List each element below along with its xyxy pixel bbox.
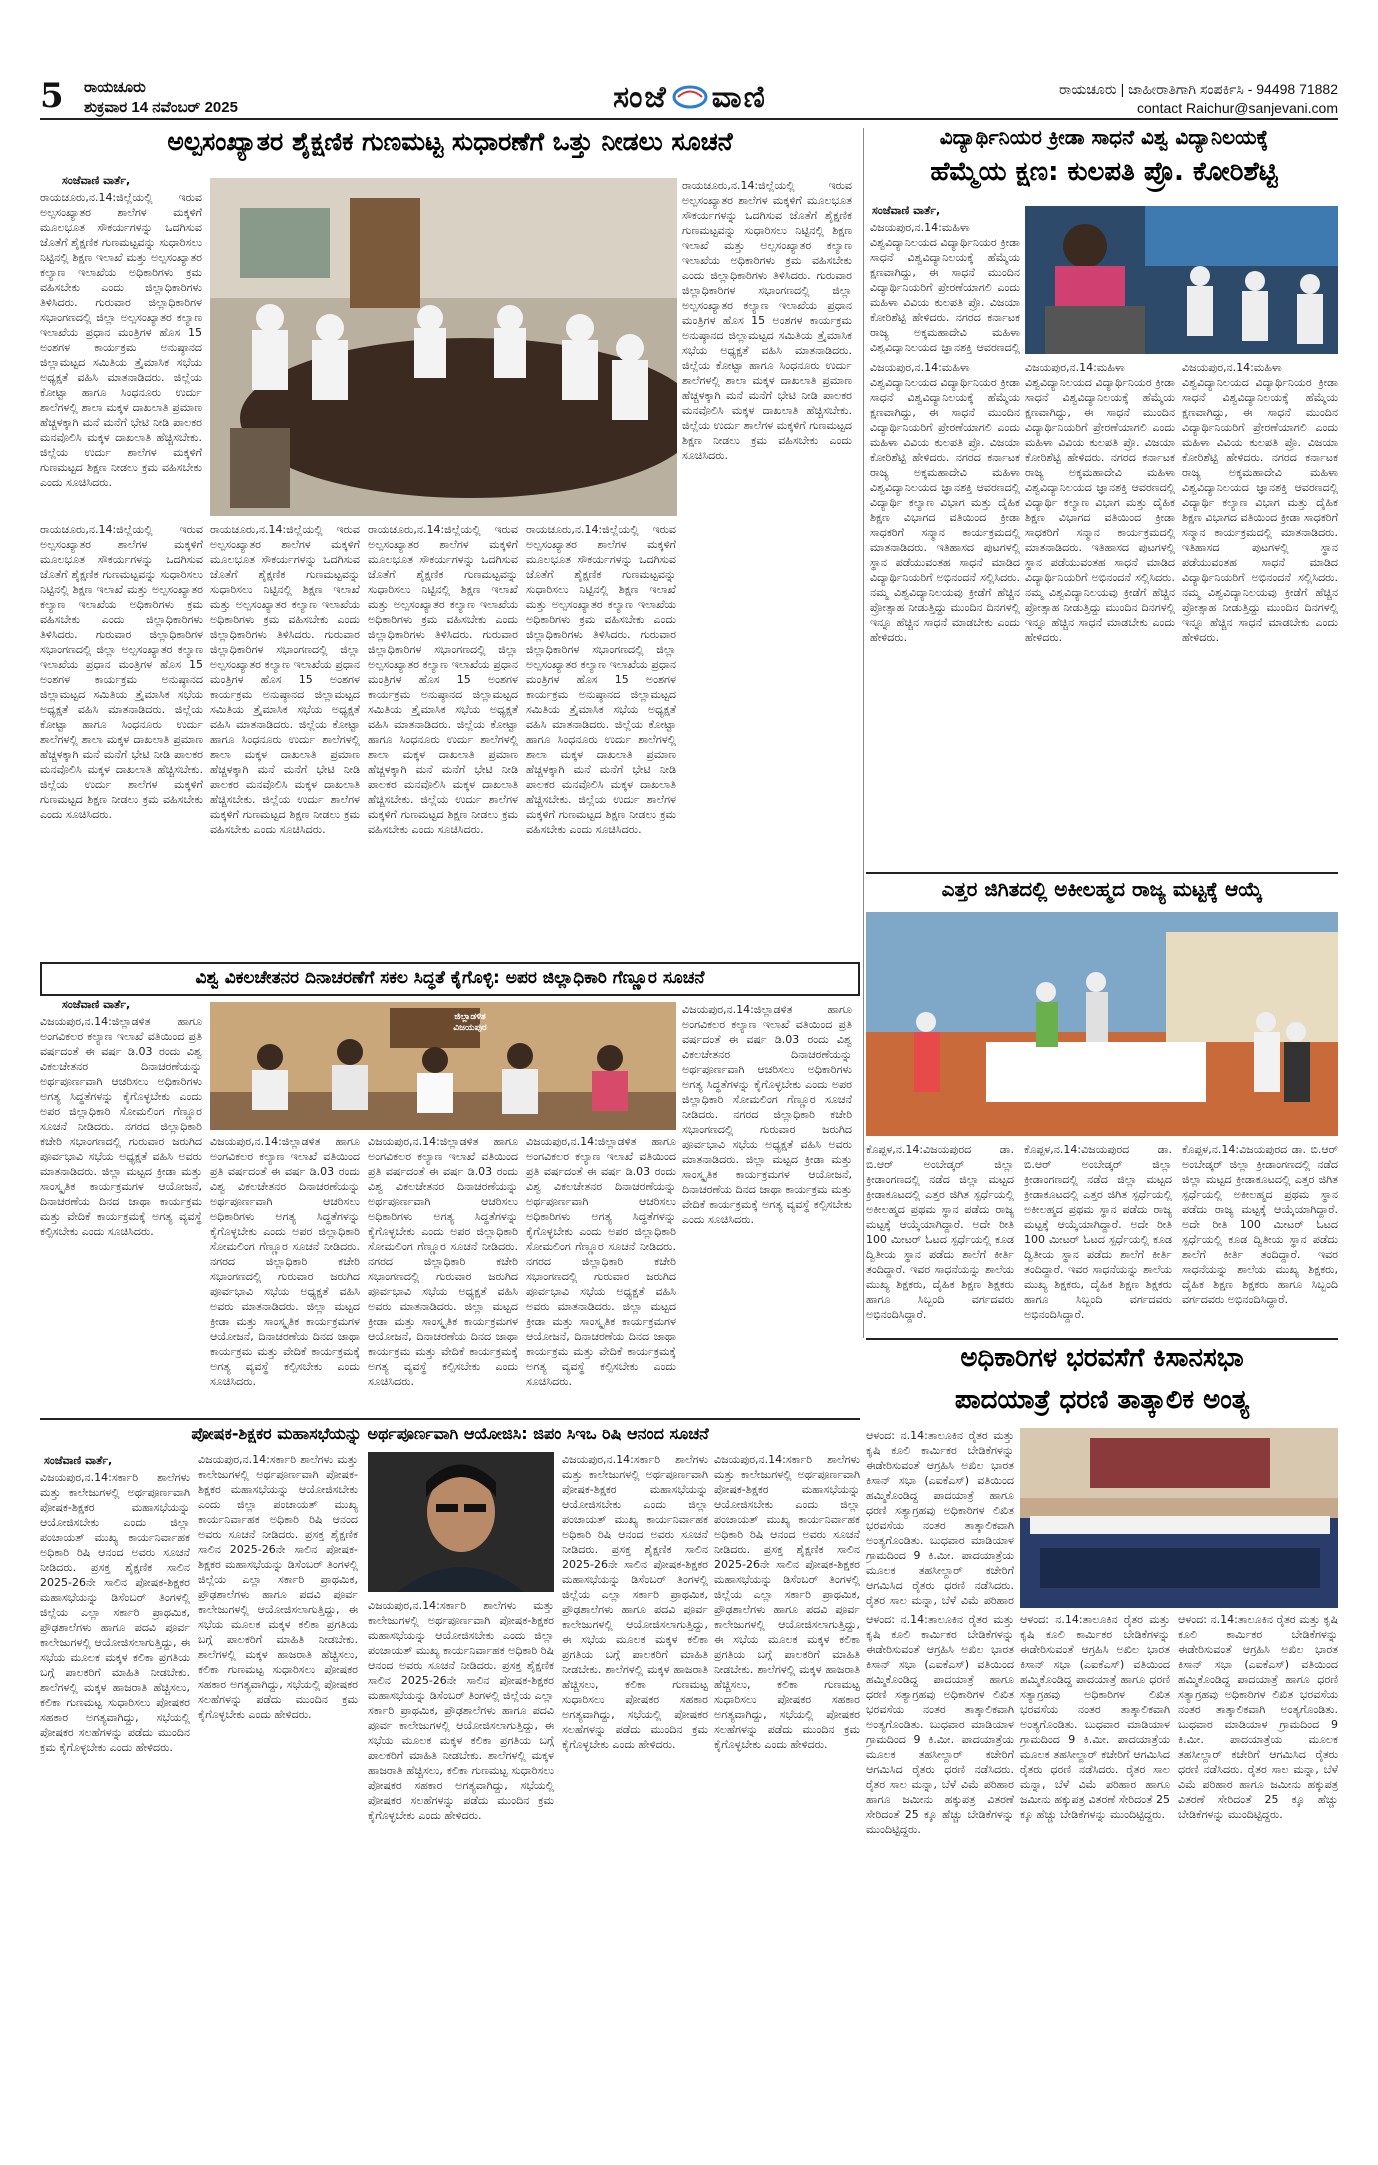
group-photo [1020,1428,1338,1608]
masthead-divider [40,118,1338,120]
ad-contact: ರಾಯಚೂರು | ಜಾಹೀರಾತಿಗಾಗಿ ಸಂಪರ್ಕಿಸಿ - 94498 71882 [1059,81,1338,97]
logo-text-right: ವಾಣಿ [711,79,767,115]
medal-ceremony-photo [866,912,1338,1136]
article-4-body-col3: ವಿಜಯಪುರ,ನ.14:ಜಿಲ್ಲಾಡಳಿತ ಹಾಗೂ ಅಂಗವಿಕಲರ ಕಲ್ಯಾಣ ಇಲಾಖೆ ವತಿಯಿಂದ ಪ್ರತಿ ವರ್ಷದಂತೆ ಈ ವರ್ಷ ಡಿ.03 ರಂದು ವಿಶ್ವ ವಿಕಲಚೇತನರ ದಿನಾಚರಣೆಯನ್ನು ಅರ್ಥಪೂರ್ಣವಾಗಿ ಆಚರಿಸಲು ಅಧಿಕಾರಿಗಳು ಅಗತ್ಯ ಸಿದ್ಧತೆಗಳನ್ನು ಕೈಗೊಳ್ಳಬೇಕು ಎಂದು ಅಪರ ಜಿಲ್ಲಾಧಿಕಾರಿ ಸೋಮಲಿಂಗ ಗೆಣ್ಣೂರ ಸೂಚನೆ ನೀಡಿದರು. ನಗರದ ಜಿಲ್ಲಾಧಿಕಾರಿ ಕಚೇರಿ ಸಭಾಂಗಣದಲ್ಲಿ ಗುರುವಾರ ಜರುಗಿದ ಪೂರ್ವಭಾವಿ ಸಭೆಯ ಅಧ್ಯಕ್ಷತೆ ವಹಿಸಿ ಅವರು ಮಾತನಾಡಿದರು. ಜಿಲ್ಲಾ ಮಟ್ಟದ ಕ್ರೀಡಾ ಮತ್ತು ಸಾಂಸ್ಕೃತಿಕ ಕಾರ್ಯಕ್ರಮಗಳ ಆಯೋಜನೆ, ದಿನಾಚರಣೆಯ ದಿನದ ಜಾಥಾ ಕಾರ್ಯಕ್ರಮ ಮತ್ತು ವೇದಿಕೆ ಕಾರ್ಯಕ್ರಮಕ್ಕೆ ಅಗತ್ಯ ವ್ಯವಸ್ಥೆ ಕಲ್ಪಿಸಬೇಕು ಎಂದು ಸೂಚಿಸಿದರು. [368,1135,518,1388]
page-meta [84,78,238,118]
article-6-body-col1: ವಿಜಯಪುರ,ನ.14:ಸರ್ಕಾರಿ ಶಾಲೆಗಳು ಮತ್ತು ಕಾಲೇಜುಗಳಲ್ಲಿ ಅರ್ಥಪೂರ್ಣವಾಗಿ ಪೋಷಕ-ಶಿಕ್ಷಕರ ಮಹಾಸಭೆಯನ್ನು ಆಯೋಜಿಸಬೇಕು ಎಂದು ಜಿಲ್ಲಾ ಪಂಚಾಯತ್ ಮುಖ್ಯ ಕಾರ್ಯನಿರ್ವಾಹಕ ಅಧಿಕಾರಿ ರಿಷಿ ಆನಂದ ಅವರು ಸೂಚನೆ ನೀಡಿದರು. ಪ್ರಸಕ್ತ ಶೈಕ್ಷಣಿಕ ಸಾಲಿನ 2025-26ನೇ ಸಾಲಿನ ಪೋಷಕ-ಶಿಕ್ಷಕರ ಮಹಾಸಭೆಯನ್ನು ಡಿಸೆಂಬರ್ ತಿಂಗಳಲ್ಲಿ ಜಿಲ್ಲೆಯ ಎಲ್ಲಾ ಸರ್ಕಾರಿ ಪ್ರಾಥಮಿಕ, ಪ್ರೌಢಶಾಲೆಗಳು ಹಾಗೂ ಪದವಿ ಪೂರ್ವ ಕಾಲೇಜುಗಳಲ್ಲಿ ಆಯೋಜಿಸಲಾಗುತ್ತಿದ್ದು, ಈ ಸಭೆಯ ಮೂಲಕ ಮಕ್ಕಳ ಕಲಿಕಾ ಪ್ರಗತಿಯ ಬಗ್ಗೆ ಪಾಲಕರಿಗೆ ಮಾಹಿತಿ ನೀಡಬೇಕು. ಶಾಲೆಗಳಲ್ಲಿ ಮಕ್ಕಳ ಹಾಜರಾತಿ ಹೆಚ್ಚಿಸಲು, ಕಲಿಕಾ ಗುಣಮಟ್ಟ ಸುಧಾರಿಸಲು ಪೋಷಕರ ಸಹಕಾರ ಅಗತ್ಯವಾಗಿದ್ದು, ಸಭೆಯಲ್ಲಿ ಪೋಷಕರ ಸಲಹೆಗಳನ್ನು ಪಡೆದು ಮುಂದಿನ ಕ್ರಮ ಕೈಗೊಳ್ಳಬೇಕು ಎಂದು ಹೇಳಿದರು. [40,1471,190,1754]
article-4-body-col1: ವಿಜಯಪುರ,ನ.14:ಜಿಲ್ಲಾಡಳಿತ ಹಾಗೂ ಅಂಗವಿಕಲರ ಕಲ್ಯಾಣ ಇಲಾಖೆ ವತಿಯಿಂದ ಪ್ರತಿ ವರ್ಷದಂತೆ ಈ ವರ್ಷ ಡಿ.03 ರಂದು ವಿಶ್ವ ವಿಕಲಚೇತನರ ದಿನಾಚರಣೆಯನ್ನು ಅರ್ಥಪೂರ್ಣವಾಗಿ ಆಚರಿಸಲು ಅಧಿಕಾರಿಗಳು ಅಗತ್ಯ ಸಿದ್ಧತೆಗಳನ್ನು ಕೈಗೊಳ್ಳಬೇಕು ಎಂದು ಅಪರ ಜಿಲ್ಲಾಧಿಕಾರಿ ಸೋಮಲಿಂಗ ಗೆಣ್ಣೂರ ಸೂಚನೆ ನೀಡಿದರು. ನಗರದ ಜಿಲ್ಲಾಧಿಕಾರಿ ಕಚೇರಿ ಸಭಾಂಗಣದಲ್ಲಿ ಗುರುವಾರ ಜರುಗಿದ ಪೂರ್ವಭಾವಿ ಸಭೆಯ ಅಧ್ಯಕ್ಷತೆ ವಹಿಸಿ ಅವರು ಮಾತನಾಡಿದರು. ಜಿಲ್ಲಾ ಮಟ್ಟದ ಕ್ರೀಡಾ ಮತ್ತು ಸಾಂಸ್ಕೃತಿಕ ಕಾರ್ಯಕ್ರಮಗಳ ಆಯೋಜನೆ, ದಿನಾಚರಣೆಯ ದಿನದ ಜಾಥಾ ಕಾರ್ಯಕ್ರಮ ಮತ್ತು ವೇದಿಕೆ ಕಾರ್ಯಕ್ರಮಕ್ಕೆ ಅಗತ್ಯ ವ್ಯವಸ್ಥೆ ಕಲ್ಪಿಸಬೇಕು ಎಂದು ಸೂಚಿಸಿದರು. [40,1015,202,1238]
article-3-body-col3: ಕೊಪ್ಪಳ,ನ.14:ವಿಜಯಪುರದ ಡಾ. ಬಿ.ಆರ್ ಅಂಬೇಡ್ಕರ್ ಜಿಲ್ಲಾ ಕ್ರೀಡಾಂಗಣದಲ್ಲಿ ನಡೆದ ಜಿಲ್ಲಾ ಮಟ್ಟದ ಕ್ರೀಡಾಕೂಟದಲ್ಲಿ ಎತ್ತರ ಜಿಗಿತ ಸ್ಪರ್ಧೆಯಲ್ಲಿ ಅಕೀಲಹ್ಮದ ಪ್ರಥಮ ಸ್ಥಾನ ಪಡೆದು ರಾಜ್ಯ ಮಟ್ಟಕ್ಕೆ ಆಯ್ಕೆಯಾಗಿದ್ದಾರೆ. ಅದೇ ರೀತಿ 100 ಮೀಟರ್ ಓಟದ ಸ್ಪರ್ಧೆಯಲ್ಲಿ ಕೂಡ ದ್ವಿತೀಯ ಸ್ಥಾನ ಪಡೆದು ಶಾಲೆಗೆ ಕೀರ್ತಿ ತಂದಿದ್ದಾರೆ. ಇವರ ಸಾಧನೆಯನ್ನು ಶಾಲೆಯ ಮುಖ್ಯ ಶಿಕ್ಷಕರು, ದೈಹಿಕ ಶಿಕ್ಷಣ ಶಿಕ್ಷಕರು ಹಾಗೂ ಸಿಬ್ಬಂದಿ ವರ್ಗದವರು ಅಭಿನಂದಿಸಿದ್ದಾರೆ. [1182,1143,1338,1306]
article-1-headline: ಅಲ್ಪಸಂಖ್ಯಾತರ ಶೈಕ್ಷಣಿಕ ಗುಣಮಟ್ಟ ಸುಧಾರಣೆಗೆ ಒತ್ತು ನೀಡಲು ಸೂಚನೆ [167,128,733,156]
article-2-body-col2: ವಿಜಯಪುರ,ನ.14:ಮಹಿಳಾ ವಿಶ್ವವಿದ್ಯಾನಿಲಯದ ವಿದ್ಯಾರ್ಥಿನಿಯರ ಕ್ರೀಡಾ ಸಾಧನೆ ವಿಶ್ವವಿದ್ಯಾನಿಲಯಕ್ಕೆ ಹೆಮ್ಮೆಯ ಕ್ಷಣವಾಗಿದ್ದು, ಈ ಸಾಧನೆ ಮುಂದಿನ ವಿದ್ಯಾರ್ಥಿನಿಯರಿಗೆ ಪ್ರೇರಣೆಯಾಗಲಿ ಎಂದು ಮಹಿಳಾ ವಿವಿಯ ಕುಲಪತಿ ಪ್ರೊ. ವಿಜಯಾ ಕೋರಿಶೆಟ್ಟಿ ಹೇಳಿದರು. ನಗರದ ಕರ್ನಾಟಕ ರಾಜ್ಯ ಅಕ್ಕಮಹಾದೇವಿ ಮಹಿಳಾ ವಿಶ್ವವಿದ್ಯಾನಿಲಯದ ಜ್ಞಾನಶಕ್ತಿ ಆವರಣದಲ್ಲಿ ವಿದ್ಯಾರ್ಥಿ ಕಲ್ಯಾಣ ವಿಭಾಗ ಮತ್ತು ದೈಹಿಕ ಶಿಕ್ಷಣ ವಿಭಾಗದ ವತಿಯಿಂದ ಕ್ರೀಡಾ ಸಾಧಕರಿಗೆ ಸನ್ಮಾನ ಕಾರ್ಯಕ್ರಮದಲ್ಲಿ ಮಾತನಾಡಿದರು. ಇತಿಹಾಸದ ಪುಟಗಳಲ್ಲಿ ಸ್ಥಾನ ಪಡೆಯುವಂತಹ ಸಾಧನೆ ಮಾಡಿದ ವಿದ್ಯಾರ್ಥಿನಿಯರಿಗೆ ಅಭಿನಂದನೆ ಸಲ್ಲಿಸಿದರು. ನಮ್ಮ ವಿಶ್ವವಿದ್ಯಾನಿಲಯವು ಕ್ರೀಡೆಗೆ ಹೆಚ್ಚಿನ ಪ್ರೋತ್ಸಾಹ ನೀಡುತ್ತಿದ್ದು ಮುಂದಿನ ದಿನಗಳಲ್ಲಿ ಇನ್ನೂ ಹೆಚ್ಚಿನ ಸಾಧನೆ ಮಾಡಬೇಕು ಎಂದು ಹೇಳಿದರು. [1025,361,1175,644]
article-6-body-col3: ವಿಜಯಪುರ,ನ.14:ಸರ್ಕಾರಿ ಶಾಲೆಗಳು ಮತ್ತು ಕಾಲೇಜುಗಳಲ್ಲಿ ಅರ್ಥಪೂರ್ಣವಾಗಿ ಪೋಷಕ-ಶಿಕ್ಷಕರ ಮಹಾಸಭೆಯನ್ನು ಆಯೋಜಿಸಬೇಕು ಎಂದು ಜಿಲ್ಲಾ ಪಂಚಾಯತ್ ಮುಖ್ಯ ಕಾರ್ಯನಿರ್ವಾಹಕ ಅಧಿಕಾರಿ ರಿಷಿ ಆನಂದ ಅವರು ಸೂಚನೆ ನೀಡಿದರು. ಪ್ರಸಕ್ತ ಶೈಕ್ಷಣಿಕ ಸಾಲಿನ 2025-26ನೇ ಸಾಲಿನ ಪೋಷಕ-ಶಿಕ್ಷಕರ ಮಹಾಸಭೆಯನ್ನು ಡಿಸೆಂಬರ್ ತಿಂಗಳಲ್ಲಿ ಜಿಲ್ಲೆಯ ಎಲ್ಲಾ ಸರ್ಕಾರಿ ಪ್ರಾಥಮಿಕ, ಪ್ರೌಢಶಾಲೆಗಳು ಹಾಗೂ ಪದವಿ ಪೂರ್ವ ಕಾಲೇಜುಗಳಲ್ಲಿ ಆಯೋಜಿಸಲಾಗುತ್ತಿದ್ದು, ಈ ಸಭೆಯ ಮೂಲಕ ಮಕ್ಕಳ ಕಲಿಕಾ ಪ್ರಗತಿಯ ಬಗ್ಗೆ ಪಾಲಕರಿಗೆ ಮಾಹಿತಿ ನೀಡಬೇಕು. ಶಾಲೆಗಳಲ್ಲಿ ಮಕ್ಕಳ ಹಾಜರಾತಿ ಹೆಚ್ಚಿಸಲು, ಕಲಿಕಾ ಗುಣಮಟ್ಟ ಸುಧಾರಿಸಲು ಪೋಷಕರ ಸಹಕಾರ ಅಗತ್ಯವಾಗಿದ್ದು, ಸಭೆಯಲ್ಲಿ ಪೋಷಕರ ಸಲಹೆಗಳನ್ನು ಪಡೆದು ಮುಂದಿನ ಕ್ರಮ ಕೈಗೊಳ್ಳಬೇಕು ಎಂದು ಹೇಳಿದರು. [368,1599,554,1822]
article-4-headline: ವಿಶ್ವ ವಿಕಲಚೇತನರ ದಿನಾಚರಣೆಗೆ ಸಕಲ ಸಿದ್ಧತೆ ಕೈಗೊಳ್ಳಿ: ಅಪರ ಜಿಲ್ಲಾಧಿಕಾರಿ ಗೆಣ್ಣೂರ ಸೂಚನೆ [40,962,860,996]
article-6-headline: ಪೋಷಕ-ಶಿಕ್ಷಕರ ಮಹಾಸಭೆಯನ್ನು ಅರ್ಥಪೂರ್ಣವಾಗಿ ಆಯೋಜಿಸಿ: ಜಿಪಂ ಸಿಇಒ ರಿಷಿ ಆನಂದ ಸೂಚನೆ [191,1424,709,1443]
contact-block [1059,80,1338,118]
logo-text-left: ಸಂಜೆ [613,79,668,115]
article-1-body-col1: ರಾಯಚೂರು,ನ.14:ಜಿಲ್ಲೆಯಲ್ಲಿ ಇರುವ ಅಲ್ಪಸಂಖ್ಯಾತರ ಶಾಲೆಗಳ ಮಕ್ಕಳಿಗೆ ಮೂಲಭೂತ ಸೌಕರ್ಯಗಳನ್ನು ಒದಗಿಸುವ ಜೊತೆಗೆ ಶೈಕ್ಷಣಿಕ ಗುಣಮಟ್ಟವನ್ನು ಸುಧಾರಿಸಲು ನಿಟ್ಟಿನಲ್ಲಿ ಶಿಕ್ಷಣ ಇಲಾಖೆ ಮತ್ತು ಅಲ್ಪಸಂಖ್ಯಾತರ ಕಲ್ಯಾಣ ಇಲಾಖೆಯ ಅಧಿಕಾರಿಗಳು ಕ್ರಮ ವಹಿಸಬೇಕು ಎಂದು ಜಿಲ್ಲಾಧಿಕಾರಿಗಳು ತಿಳಿಸಿದರು. ಗುರುವಾರ ಜಿಲ್ಲಾಧಿಕಾರಿಗಳ ಸಭಾಂಗಣದಲ್ಲಿ ಜಿಲ್ಲಾ ಅಲ್ಪಸಂಖ್ಯಾತರ ಕಲ್ಯಾಣ ಇಲಾಖೆಯ ಪ್ರಧಾನ ಮಂತ್ರಿಗಳ ಹೊಸ 15 ಅಂಶಗಳ ಕಾರ್ಯಕ್ರಮ ಅನುಷ್ಠಾನದ ಜಿಲ್ಲಾಮಟ್ಟದ ಸಮಿತಿಯ ತ್ರೈಮಾಸಿಕ ಸಭೆಯ ಅಧ್ಯಕ್ಷತೆ ವಹಿಸಿ ಮಾತನಾಡಿದರು. ಜಿಲ್ಲೆಯ ಕೋಟ್ಟಾ ಹಾಗೂ ಸಿಂಧನೂರು ಉರ್ದು ಶಾಲೆಗಳಲ್ಲಿ ಶಾಲಾ ಮಕ್ಕಳ ದಾಖಲಾತಿ ಪ್ರಮಾಣ ಹೆಚ್ಚಳಕ್ಕಾಗಿ ಮನೆ ಮನೆಗೆ ಭೇಟಿ ನೀಡಿ ಪಾಲಕರ ಮನವೊಲಿಸಿ ಮಕ್ಕಳ ದಾಖಲಾತಿ ಹೆಚ್ಚಿಸಬೇಕು. ಜಿಲ್ಲೆಯ ಉರ್ದು ಶಾಲೆಗಳ ಮಕ್ಕಳಿಗೆ ಗುಣಮಟ್ಟದ ಶಿಕ್ಷಣ ನೀಡಲು ಕ್ರಮ ವಹಿಸಬೇಕು ಎಂದು ಸೂಚಿಸಿದರು. [40,191,202,489]
article-3-body-col2: ಕೊಪ್ಪಳ,ನ.14:ವಿಜಯಪುರದ ಡಾ. ಬಿ.ಆರ್ ಅಂಬೇಡ್ಕರ್ ಜಿಲ್ಲಾ ಕ್ರೀಡಾಂಗಣದಲ್ಲಿ ನಡೆದ ಜಿಲ್ಲಾ ಮಟ್ಟದ ಕ್ರೀಡಾಕೂಟದಲ್ಲಿ ಎತ್ತರ ಜಿಗಿತ ಸ್ಪರ್ಧೆಯಲ್ಲಿ ಅಕೀಲಹ್ಮದ ಪ್ರಥಮ ಸ್ಥಾನ ಪಡೆದು ರಾಜ್ಯ ಮಟ್ಟಕ್ಕೆ ಆಯ್ಕೆಯಾಗಿದ್ದಾರೆ. ಅದೇ ರೀತಿ 100 ಮೀಟರ್ ಓಟದ ಸ್ಪರ್ಧೆಯಲ್ಲಿ ಕೂಡ ದ್ವಿತೀಯ ಸ್ಥಾನ ಪಡೆದು ಶಾಲೆಗೆ ಕೀರ್ತಿ ತಂದಿದ್ದಾರೆ. ಇವರ ಸಾಧನೆಯನ್ನು ಶಾಲೆಯ ಮುಖ್ಯ ಶಿಕ್ಷಕರು, ದೈಹಿಕ ಶಿಕ್ಷಣ ಶಿಕ್ಷಕರು ಹಾಗೂ ಸಿಬ್ಬಂದಿ ವರ್ಗದವರು ಅಭಿನಂದಿಸಿದ್ದಾರೆ. [1024,1143,1172,1321]
page-number: 5 [40,76,64,116]
newspaper-logo [590,78,790,116]
article-4-body-col5: ವಿಜಯಪುರ,ನ.14:ಜಿಲ್ಲಾಡಳಿತ ಹಾಗೂ ಅಂಗವಿಕಲರ ಕಲ್ಯಾಣ ಇಲಾಖೆ ವತಿಯಿಂದ ಪ್ರತಿ ವರ್ಷದಂತೆ ಈ ವರ್ಷ ಡಿ.03 ರಂದು ವಿಶ್ವ ವಿಕಲಚೇತನರ ದಿನಾಚರಣೆಯನ್ನು ಅರ್ಥಪೂರ್ಣವಾಗಿ ಆಚರಿಸಲು ಅಧಿಕಾರಿಗಳು ಅಗತ್ಯ ಸಿದ್ಧತೆಗಳನ್ನು ಕೈಗೊಳ್ಳಬೇಕು ಎಂದು ಅಪರ ಜಿಲ್ಲಾಧಿಕಾರಿ ಸೋಮಲಿಂಗ ಗೆಣ್ಣೂರ ಸೂಚನೆ ನೀಡಿದರು. ನಗರದ ಜಿಲ್ಲಾಧಿಕಾರಿ ಕಚೇರಿ ಸಭಾಂಗಣದಲ್ಲಿ ಗುರುವಾರ ಜರುಗಿದ ಪೂರ್ವಭಾವಿ ಸಭೆಯ ಅಧ್ಯಕ್ಷತೆ ವಹಿಸಿ ಅವರು ಮಾತನಾಡಿದರು. ಜಿಲ್ಲಾ ಮಟ್ಟದ ಕ್ರೀಡಾ ಮತ್ತು ಸಾಂಸ್ಕೃತಿಕ ಕಾರ್ಯಕ್ರಮಗಳ ಆಯೋಜನೆ, ದಿನಾಚರಣೆಯ ದಿನದ ಜಾಥಾ ಕಾರ್ಯಕ್ರಮ ಮತ್ತು ವೇದಿಕೆ ಕಾರ್ಯಕ್ರಮಕ್ಕೆ ಅಗತ್ಯ ವ್ಯವಸ್ಥೆ ಕಲ್ಪಿಸಬೇಕು ಎಂದು ಸೂಚಿಸಿದರು. [682,1003,852,1226]
article-1-body-col1b: ರಾಯಚೂರು,ನ.14:ಜಿಲ್ಲೆಯಲ್ಲಿ ಇರುವ ಅಲ್ಪಸಂಖ್ಯಾತರ ಶಾಲೆಗಳ ಮಕ್ಕಳಿಗೆ ಮೂಲಭೂತ ಸೌಕರ್ಯಗಳನ್ನು ಒದಗಿಸುವ ಜೊತೆಗೆ ಶೈಕ್ಷಣಿಕ ಗುಣಮಟ್ಟವನ್ನು ಸುಧಾರಿಸಲು ನಿಟ್ಟಿನಲ್ಲಿ ಶಿಕ್ಷಣ ಇಲಾಖೆ ಮತ್ತು ಅಲ್ಪಸಂಖ್ಯಾತರ ಕಲ್ಯಾಣ ಇಲಾಖೆಯ ಅಧಿಕಾರಿಗಳು ಕ್ರಮ ವಹಿಸಬೇಕು ಎಂದು ಜಿಲ್ಲಾಧಿಕಾರಿಗಳು ತಿಳಿಸಿದರು. ಗುರುವಾರ ಜಿಲ್ಲಾಧಿಕಾರಿಗಳ ಸಭಾಂಗಣದಲ್ಲಿ ಜಿಲ್ಲಾ ಅಲ್ಪಸಂಖ್ಯಾತರ ಕಲ್ಯಾಣ ಇಲಾಖೆಯ ಪ್ರಧಾನ ಮಂತ್ರಿಗಳ ಹೊಸ 15 ಅಂಶಗಳ ಕಾರ್ಯಕ್ರಮ ಅನುಷ್ಠಾನದ ಜಿಲ್ಲಾಮಟ್ಟದ ಸಮಿತಿಯ ತ್ರೈಮಾಸಿಕ ಸಭೆಯ ಅಧ್ಯಕ್ಷತೆ ವಹಿಸಿ ಮಾತನಾಡಿದರು. ಜಿಲ್ಲೆಯ ಕೋಟ್ಟಾ ಹಾಗೂ ಸಿಂಧನೂರು ಉರ್ದು ಶಾಲೆಗಳಲ್ಲಿ ಶಾಲಾ ಮಕ್ಕಳ ದಾಖಲಾತಿ ಪ್ರಮಾಣ ಹೆಚ್ಚಳಕ್ಕಾಗಿ ಮನೆ ಮನೆಗೆ ಭೇಟಿ ನೀಡಿ ಪಾಲಕರ ಮನವೊಲಿಸಿ ಮಕ್ಕಳ ದಾಖಲಾತಿ ಹೆಚ್ಚಿಸಬೇಕು. ಜಿಲ್ಲೆಯ ಉರ್ದು ಶಾಲೆಗಳ ಮಕ್ಕಳಿಗೆ ಗುಣಮಟ್ಟದ ಶಿಕ್ಷಣ ನೀಡಲು ಕ್ರಮ ವಹಿಸಬೇಕು ಎಂದು ಸೂಚಿಸಿದರು. [40,523,203,821]
officials-photo-sign: ಜಿಲ್ಲಾಡಳಿತ ವಿಜಯಪುರ [453,1012,487,1033]
article-1-body-col2: ರಾಯಚೂರು,ನ.14:ಜಿಲ್ಲೆಯಲ್ಲಿ ಇರುವ ಅಲ್ಪಸಂಖ್ಯಾತರ ಶಾಲೆಗಳ ಮಕ್ಕಳಿಗೆ ಮೂಲಭೂತ ಸೌಕರ್ಯಗಳನ್ನು ಒದಗಿಸುವ ಜೊತೆಗೆ ಶೈಕ್ಷಣಿಕ ಗುಣಮಟ್ಟವನ್ನು ಸುಧಾರಿಸಲು ನಿಟ್ಟಿನಲ್ಲಿ ಶಿಕ್ಷಣ ಇಲಾಖೆ ಮತ್ತು ಅಲ್ಪಸಂಖ್ಯಾತರ ಕಲ್ಯಾಣ ಇಲಾಖೆಯ ಅಧಿಕಾರಿಗಳು ಕ್ರಮ ವಹಿಸಬೇಕು ಎಂದು ಜಿಲ್ಲಾಧಿಕಾರಿಗಳು ತಿಳಿಸಿದರು. ಗುರುವಾರ ಜಿಲ್ಲಾಧಿಕಾರಿಗಳ ಸಭಾಂಗಣದಲ್ಲಿ ಜಿಲ್ಲಾ ಅಲ್ಪಸಂಖ್ಯಾತರ ಕಲ್ಯಾಣ ಇಲಾಖೆಯ ಪ್ರಧಾನ ಮಂತ್ರಿಗಳ ಹೊಸ 15 ಅಂಶಗಳ ಕಾರ್ಯಕ್ರಮ ಅನುಷ್ಠಾನದ ಜಿಲ್ಲಾಮಟ್ಟದ ಸಮಿತಿಯ ತ್ರೈಮಾಸಿಕ ಸಭೆಯ ಅಧ್ಯಕ್ಷತೆ ವಹಿಸಿ ಮಾತನಾಡಿದರು. ಜಿಲ್ಲೆಯ ಕೋಟ್ಟಾ ಹಾಗೂ ಸಿಂಧನೂರು ಉರ್ದು ಶಾಲೆಗಳಲ್ಲಿ ಶಾಲಾ ಮಕ್ಕಳ ದಾಖಲಾತಿ ಪ್ರಮಾಣ ಹೆಚ್ಚಳಕ್ಕಾಗಿ ಮನೆ ಮನೆಗೆ ಭೇಟಿ ನೀಡಿ ಪಾಲಕರ ಮನವೊಲಿಸಿ ಮಕ್ಕಳ ದಾಖಲಾತಿ ಹೆಚ್ಚಿಸಬೇಕು. ಜಿಲ್ಲೆಯ ಉರ್ದು ಶಾಲೆಗಳ ಮಕ್ಕಳಿಗೆ ಗುಣಮಟ್ಟದ ಶಿಕ್ಷಣ ನೀಡಲು ಕ್ರಮ ವಹಿಸಬೇಕು ಎಂದು ಸೂಚಿಸಿದರು. [210,523,360,836]
article-3-body-col1: ಕೊಪ್ಪಳ,ನ.14:ವಿಜಯಪುರದ ಡಾ. ಬಿ.ಆರ್ ಅಂಬೇಡ್ಕರ್ ಜಿಲ್ಲಾ ಕ್ರೀಡಾಂಗಣದಲ್ಲಿ ನಡೆದ ಜಿಲ್ಲಾ ಮಟ್ಟದ ಕ್ರೀಡಾಕೂಟದಲ್ಲಿ ಎತ್ತರ ಜಿಗಿತ ಸ್ಪರ್ಧೆಯಲ್ಲಿ ಅಕೀಲಹ್ಮದ ಪ್ರಥಮ ಸ್ಥಾನ ಪಡೆದು ರಾಜ್ಯ ಮಟ್ಟಕ್ಕೆ ಆಯ್ಕೆಯಾಗಿದ್ದಾರೆ. ಅದೇ ರೀತಿ 100 ಮೀಟರ್ ಓಟದ ಸ್ಪರ್ಧೆಯಲ್ಲಿ ಕೂಡ ದ್ವಿತೀಯ ಸ್ಥಾನ ಪಡೆದು ಶಾಲೆಗೆ ಕೀರ್ತಿ ತಂದಿದ್ದಾರೆ. ಇವರ ಸಾಧನೆಯನ್ನು ಶಾಲೆಯ ಮುಖ್ಯ ಶಿಕ್ಷಕರು, ದೈಹಿಕ ಶಿಕ್ಷಣ ಶಿಕ್ಷಕರು ಹಾಗೂ ಸಿಬ್ಬಂದಿ ವರ್ಗದವರು ಅಭಿನಂದಿಸಿದ್ದಾರೆ. [866,1143,1014,1321]
article-6-body-col5: ವಿಜಯಪುರ,ನ.14:ಸರ್ಕಾರಿ ಶಾಲೆಗಳು ಮತ್ತು ಕಾಲೇಜುಗಳಲ್ಲಿ ಅರ್ಥಪೂರ್ಣವಾಗಿ ಪೋಷಕ-ಶಿಕ್ಷಕರ ಮಹಾಸಭೆಯನ್ನು ಆಯೋಜಿಸಬೇಕು ಎಂದು ಜಿಲ್ಲಾ ಪಂಚಾಯತ್ ಮುಖ್ಯ ಕಾರ್ಯನಿರ್ವಾಹಕ ಅಧಿಕಾರಿ ರಿಷಿ ಆನಂದ ಅವರು ಸೂಚನೆ ನೀಡಿದರು. ಪ್ರಸಕ್ತ ಶೈಕ್ಷಣಿಕ ಸಾಲಿನ 2025-26ನೇ ಸಾಲಿನ ಪೋಷಕ-ಶಿಕ್ಷಕರ ಮಹಾಸಭೆಯನ್ನು ಡಿಸೆಂಬರ್ ತಿಂಗಳಲ್ಲಿ ಜಿಲ್ಲೆಯ ಎಲ್ಲಾ ಸರ್ಕಾರಿ ಪ್ರಾಥಮಿಕ, ಪ್ರೌಢಶಾಲೆಗಳು ಹಾಗೂ ಪದವಿ ಪೂರ್ವ ಕಾಲೇಜುಗಳಲ್ಲಿ ಆಯೋಜಿಸಲಾಗುತ್ತಿದ್ದು, ಈ ಸಭೆಯ ಮೂಲಕ ಮಕ್ಕಳ ಕಲಿಕಾ ಪ್ರಗತಿಯ ಬಗ್ಗೆ ಪಾಲಕರಿಗೆ ಮಾಹಿತಿ ನೀಡಬೇಕು. ಶಾಲೆಗಳಲ್ಲಿ ಮಕ್ಕಳ ಹಾಜರಾತಿ ಹೆಚ್ಚಿಸಲು, ಕಲಿಕಾ ಗುಣಮಟ್ಟ ಸುಧಾರಿಸಲು ಪೋಷಕರ ಸಹಕಾರ ಅಗತ್ಯವಾಗಿದ್ದು, ಸಭೆಯಲ್ಲಿ ಪೋಷಕರ ಸಲಹೆಗಳನ್ನು ಪಡೆದು ಮುಂದಿನ ಕ್ರಮ ಕೈಗೊಳ್ಳಬೇಕು ಎಂದು ಹೇಳಿದರು. [714,1453,860,1751]
article-4-body-col2: ವಿಜಯಪುರ,ನ.14:ಜಿಲ್ಲಾಡಳಿತ ಹಾಗೂ ಅಂಗವಿಕಲರ ಕಲ್ಯಾಣ ಇಲಾಖೆ ವತಿಯಿಂದ ಪ್ರತಿ ವರ್ಷದಂತೆ ಈ ವರ್ಷ ಡಿ.03 ರಂದು ವಿಶ್ವ ವಿಕಲಚೇತನರ ದಿನಾಚರಣೆಯನ್ನು ಅರ್ಥಪೂರ್ಣವಾಗಿ ಆಚರಿಸಲು ಅಧಿಕಾರಿಗಳು ಅಗತ್ಯ ಸಿದ್ಧತೆಗಳನ್ನು ಕೈಗೊಳ್ಳಬೇಕು ಎಂದು ಅಪರ ಜಿಲ್ಲಾಧಿಕಾರಿ ಸೋಮಲಿಂಗ ಗೆಣ್ಣೂರ ಸೂಚನೆ ನೀಡಿದರು. ನಗರದ ಜಿಲ್ಲಾಧಿಕಾರಿ ಕಚೇರಿ ಸಭಾಂಗಣದಲ್ಲಿ ಗುರುವಾರ ಜರುಗಿದ ಪೂರ್ವಭಾವಿ ಸಭೆಯ ಅಧ್ಯಕ್ಷತೆ ವಹಿಸಿ ಅವರು ಮಾತನಾಡಿದರು. ಜಿಲ್ಲಾ ಮಟ್ಟದ ಕ್ರೀಡಾ ಮತ್ತು ಸಾಂಸ್ಕೃತಿಕ ಕಾರ್ಯಕ್ರಮಗಳ ಆಯೋಜನೆ, ದಿನಾಚರಣೆಯ ದಿನದ ಜಾಥಾ ಕಾರ್ಯಕ್ರಮ ಮತ್ತು ವೇದಿಕೆ ಕಾರ್ಯಕ್ರಮಕ್ಕೆ ಅಗತ್ಯ ವ್ಯವಸ್ಥೆ ಕಲ್ಪಿಸಬೇಕು ಎಂದು ಸೂಚಿಸಿದರು. [210,1135,360,1388]
portrait-photo [368,1452,554,1592]
article-5-headline-line1: ಅಧಿಕಾರಿಗಳ ಭರವಸೆಗೆ ಕಿಸಾನಸಭಾ [960,1343,1244,1373]
contact-email[interactable]: contact Raichur@sanjevani.com [1137,100,1338,116]
article-6-byline: ಸಂಜೆವಾಣಿ ವಾರ್ತೆ, [44,1454,113,1467]
article-5-body-col2: ಆಳಂದ: ನ.14:ತಾಲೂಕಿನ ರೈತರ ಮತ್ತು ಕೃಷಿ ಕೂಲಿ ಕಾರ್ಮಿಕರ ಬೇಡಿಕೆಗಳನ್ನು ಈಡೇರಿಸುವಂತೆ ಆಗ್ರಹಿಸಿ ಅಖಿಲ ಭಾರತ ಕಿಸಾನ್ ಸಭಾ (ಎಐಕೆಎಸ್) ವತಿಯಿಂದ ಹಮ್ಮಿಕೊಂಡಿದ್ದ ಪಾದಯಾತ್ರೆ ಹಾಗೂ ಧರಣಿ ಸತ್ಯಾಗ್ರಹವು ಅಧಿಕಾರಿಗಳ ಲಿಖಿತ ಭರವಸೆಯ ನಂತರ ತಾತ್ಕಾಲಿಕವಾಗಿ ಅಂತ್ಯಗೊಂಡಿತು. ಬುಧವಾರ ಮಾಡಿಯಾಳ ಗ್ರಾಮದಿಂದ 9 ಕಿ.ಮೀ. ಪಾದಯಾತ್ರೆಯ ಮೂಲಕ ತಹಸೀಲ್ದಾರ್ ಕಚೇರಿಗೆ ಆಗಮಿಸಿದ ರೈತರು ಧರಣಿ ನಡೆಸಿದರು. ರೈತರ ಸಾಲ ಮನ್ನಾ, ಬೆಳೆ ವಿಮೆ ಪರಿಹಾರ ಹಾಗೂ ಜಮೀನು ಹಕ್ಕುಪತ್ರ ವಿತರಣೆ ಸೇರಿದಂತೆ 25 ಕ್ಕೂ ಹೆಚ್ಚು ಬೇಡಿಕೆಗಳನ್ನು ಮುಂದಿಟ್ಟಿದ್ದರು. [1020,1613,1170,1821]
article-5-headline-line2: ಪಾದಯಾತ್ರೆ ಧರಣಿ ತಾತ್ಕಾಲಿಕ ಅಂತ್ಯ [954,1385,1250,1415]
article-2-headline-line2: ಹೆಮ್ಮೆಯ ಕ್ಷಣ: ಕುಲಪತಿ ಪ್ರೊ. ಕೋರಿಶೆಟ್ಟಿ [930,158,1278,187]
article-4-body-col4: ವಿಜಯಪುರ,ನ.14:ಜಿಲ್ಲಾಡಳಿತ ಹಾಗೂ ಅಂಗವಿಕಲರ ಕಲ್ಯಾಣ ಇಲಾಖೆ ವತಿಯಿಂದ ಪ್ರತಿ ವರ್ಷದಂತೆ ಈ ವರ್ಷ ಡಿ.03 ರಂದು ವಿಶ್ವ ವಿಕಲಚೇತನರ ದಿನಾಚರಣೆಯನ್ನು ಅರ್ಥಪೂರ್ಣವಾಗಿ ಆಚರಿಸಲು ಅಧಿಕಾರಿಗಳು ಅಗತ್ಯ ಸಿದ್ಧತೆಗಳನ್ನು ಕೈಗೊಳ್ಳಬೇಕು ಎಂದು ಅಪರ ಜಿಲ್ಲಾಧಿಕಾರಿ ಸೋಮಲಿಂಗ ಗೆಣ್ಣೂರ ಸೂಚನೆ ನೀಡಿದರು. ನಗರದ ಜಿಲ್ಲಾಧಿಕಾರಿ ಕಚೇರಿ ಸಭಾಂಗಣದಲ್ಲಿ ಗುರುವಾರ ಜರುಗಿದ ಪೂರ್ವಭಾವಿ ಸಭೆಯ ಅಧ್ಯಕ್ಷತೆ ವಹಿಸಿ ಅವರು ಮಾತನಾಡಿದರು. ಜಿಲ್ಲಾ ಮಟ್ಟದ ಕ್ರೀಡಾ ಮತ್ತು ಸಾಂಸ್ಕೃತಿಕ ಕಾರ್ಯಕ್ರಮಗಳ ಆಯೋಜನೆ, ದಿನಾಚರಣೆಯ ದಿನದ ಜಾಥಾ ಕಾರ್ಯಕ್ರಮ ಮತ್ತು ವೇದಿಕೆ ಕಾರ್ಯಕ್ರಮಕ್ಕೆ ಅಗತ್ಯ ವ್ಯವಸ್ಥೆ ಕಲ್ಪಿಸಬೇಕು ಎಂದು ಸೂಚಿಸಿದರು. [526,1135,676,1388]
stage-photo [1025,206,1338,354]
district-label: ರಾಯಚೂರು [84,79,146,96]
article-2-body-col3: ವಿಜಯಪುರ,ನ.14:ಮಹಿಳಾ ವಿಶ್ವವಿದ್ಯಾನಿಲಯದ ವಿದ್ಯಾರ್ಥಿನಿಯರ ಕ್ರೀಡಾ ಸಾಧನೆ ವಿಶ್ವವಿದ್ಯಾನಿಲಯಕ್ಕೆ ಹೆಮ್ಮೆಯ ಕ್ಷಣವಾಗಿದ್ದು, ಈ ಸಾಧನೆ ಮುಂದಿನ ವಿದ್ಯಾರ್ಥಿನಿಯರಿಗೆ ಪ್ರೇರಣೆಯಾಗಲಿ ಎಂದು ಮಹಿಳಾ ವಿವಿಯ ಕುಲಪತಿ ಪ್ರೊ. ವಿಜಯಾ ಕೋರಿಶೆಟ್ಟಿ ಹೇಳಿದರು. ನಗರದ ಕರ್ನಾಟಕ ರಾಜ್ಯ ಅಕ್ಕಮಹಾದೇವಿ ಮಹಿಳಾ ವಿಶ್ವವಿದ್ಯಾನಿಲಯದ ಜ್ಞಾನಶಕ್ತಿ ಆವರಣದಲ್ಲಿ ವಿದ್ಯಾರ್ಥಿ ಕಲ್ಯಾಣ ವಿಭಾಗ ಮತ್ತು ದೈಹಿಕ ಶಿಕ್ಷಣ ವಿಭಾಗದ ವತಿಯಿಂದ ಕ್ರೀಡಾ ಸಾಧಕರಿಗೆ ಸನ್ಮಾನ ಕಾರ್ಯಕ್ರಮದಲ್ಲಿ ಮಾತನಾಡಿದರು. ಇತಿಹಾಸದ ಪುಟಗಳಲ್ಲಿ ಸ್ಥಾನ ಪಡೆಯುವಂತಹ ಸಾಧನೆ ಮಾಡಿದ ವಿದ್ಯಾರ್ಥಿನಿಯರಿಗೆ ಅಭಿನಂದನೆ ಸಲ್ಲಿಸಿದರು. ನಮ್ಮ ವಿಶ್ವವಿದ್ಯಾನಿಲಯವು ಕ್ರೀಡೆಗೆ ಹೆಚ್ಚಿನ ಪ್ರೋತ್ಸಾಹ ನೀಡುತ್ತಿದ್ದು ಮುಂದಿನ ದಿನಗಳಲ್ಲಿ ಇನ್ನೂ ಹೆಚ್ಚಿನ ಸಾಧನೆ ಮಾಡಬೇಕು ಎಂದು ಹೇಳಿದರು. [1182,361,1338,644]
meeting-photo [210,178,677,516]
article-5-body-col1: ಆಳಂದ: ನ.14:ತಾಲೂಕಿನ ರೈತರ ಮತ್ತು ಕೃಷಿ ಕೂಲಿ ಕಾರ್ಮಿಕರ ಬೇಡಿಕೆಗಳನ್ನು ಈಡೇರಿಸುವಂತೆ ಆಗ್ರಹಿಸಿ ಅಖಿಲ ಭಾರತ ಕಿಸಾನ್ ಸಭಾ (ಎಐಕೆಎಸ್) ವತಿಯಿಂದ ಹಮ್ಮಿಕೊಂಡಿದ್ದ ಪಾದಯಾತ್ರೆ ಹಾಗೂ ಧರಣಿ ಸತ್ಯಾಗ್ರಹವು ಅಧಿಕಾರಿಗಳ ಲಿಖಿತ ಭರವಸೆಯ ನಂತರ ತಾತ್ಕಾಲಿಕವಾಗಿ ಅಂತ್ಯಗೊಂಡಿತು. ಬುಧವಾರ ಮಾಡಿಯಾಳ ಗ್ರಾಮದಿಂದ 9 ಕಿ.ಮೀ. ಪಾದಯಾತ್ರೆಯ ಮೂಲಕ ತಹಸೀಲ್ದಾರ್ ಕಚೇರಿಗೆ ಆಗಮಿಸಿದ ರೈತರು ಧರಣಿ ನಡೆಸಿದರು. ರೈತರ ಸಾಲ ಮನ್ನಾ, ಬೆಳೆ ವಿಮೆ ಪರಿಹಾರ ಹಾಗೂ ಜಮೀನು ಹಕ್ಕುಪತ್ರ ವಿತರಣೆ ಸೇರಿದಂತೆ 25 ಕ್ಕೂ ಹೆಚ್ಚು ಬೇಡಿಕೆಗಳನ್ನು ಮುಂದಿಟ್ಟಿದ್ದರು. [866,1613,1014,1836]
article-6-body-col4: ವಿಜಯಪುರ,ನ.14:ಸರ್ಕಾರಿ ಶಾಲೆಗಳು ಮತ್ತು ಕಾಲೇಜುಗಳಲ್ಲಿ ಅರ್ಥಪೂರ್ಣವಾಗಿ ಪೋಷಕ-ಶಿಕ್ಷಕರ ಮಹಾಸಭೆಯನ್ನು ಆಯೋಜಿಸಬೇಕು ಎಂದು ಜಿಲ್ಲಾ ಪಂಚಾಯತ್ ಮುಖ್ಯ ಕಾರ್ಯನಿರ್ವಾಹಕ ಅಧಿಕಾರಿ ರಿಷಿ ಆನಂದ ಅವರು ಸೂಚನೆ ನೀಡಿದರು. ಪ್ರಸಕ್ತ ಶೈಕ್ಷಣಿಕ ಸಾಲಿನ 2025-26ನೇ ಸಾಲಿನ ಪೋಷಕ-ಶಿಕ್ಷಕರ ಮಹಾಸಭೆಯನ್ನು ಡಿಸೆಂಬರ್ ತಿಂಗಳಲ್ಲಿ ಜಿಲ್ಲೆಯ ಎಲ್ಲಾ ಸರ್ಕಾರಿ ಪ್ರಾಥಮಿಕ, ಪ್ರೌಢಶಾಲೆಗಳು ಹಾಗೂ ಪದವಿ ಪೂರ್ವ ಕಾಲೇಜುಗಳಲ್ಲಿ ಆಯೋಜಿಸಲಾಗುತ್ತಿದ್ದು, ಈ ಸಭೆಯ ಮೂಲಕ ಮಕ್ಕಳ ಕಲಿಕಾ ಪ್ರಗತಿಯ ಬಗ್ಗೆ ಪಾಲಕರಿಗೆ ಮಾಹಿತಿ ನೀಡಬೇಕು. ಶಾಲೆಗಳಲ್ಲಿ ಮಕ್ಕಳ ಹಾಜರಾತಿ ಹೆಚ್ಚಿಸಲು, ಕಲಿಕಾ ಗುಣಮಟ್ಟ ಸುಧಾರಿಸಲು ಪೋಷಕರ ಸಹಕಾರ ಅಗತ್ಯವಾಗಿದ್ದು, ಸಭೆಯಲ್ಲಿ ಪೋಷಕರ ಸಲಹೆಗಳನ್ನು ಪಡೆದು ಮುಂದಿನ ಕ್ರಮ ಕೈಗೊಳ್ಳಬೇಕು ಎಂದು ಹೇಳಿದರು. [562,1453,708,1751]
article-1-byline: ಸಂಜೆವಾಣಿ ವಾರ್ತೆ, [62,174,131,187]
article-1-body-col4: ರಾಯಚೂರು,ನ.14:ಜಿಲ್ಲೆಯಲ್ಲಿ ಇರುವ ಅಲ್ಪಸಂಖ್ಯಾತರ ಶಾಲೆಗಳ ಮಕ್ಕಳಿಗೆ ಮೂಲಭೂತ ಸೌಕರ್ಯಗಳನ್ನು ಒದಗಿಸುವ ಜೊತೆಗೆ ಶೈಕ್ಷಣಿಕ ಗುಣಮಟ್ಟವನ್ನು ಸುಧಾರಿಸಲು ನಿಟ್ಟಿನಲ್ಲಿ ಶಿಕ್ಷಣ ಇಲಾಖೆ ಮತ್ತು ಅಲ್ಪಸಂಖ್ಯಾತರ ಕಲ್ಯಾಣ ಇಲಾಖೆಯ ಅಧಿಕಾರಿಗಳು ಕ್ರಮ ವಹಿಸಬೇಕು ಎಂದು ಜಿಲ್ಲಾಧಿಕಾರಿಗಳು ತಿಳಿಸಿದರು. ಗುರುವಾರ ಜಿಲ್ಲಾಧಿಕಾರಿಗಳ ಸಭಾಂಗಣದಲ್ಲಿ ಜಿಲ್ಲಾ ಅಲ್ಪಸಂಖ್ಯಾತರ ಕಲ್ಯಾಣ ಇಲಾಖೆಯ ಪ್ರಧಾನ ಮಂತ್ರಿಗಳ ಹೊಸ 15 ಅಂಶಗಳ ಕಾರ್ಯಕ್ರಮ ಅನುಷ್ಠಾನದ ಜಿಲ್ಲಾಮಟ್ಟದ ಸಮಿತಿಯ ತ್ರೈಮಾಸಿಕ ಸಭೆಯ ಅಧ್ಯಕ್ಷತೆ ವಹಿಸಿ ಮಾತನಾಡಿದರು. ಜಿಲ್ಲೆಯ ಕೋಟ್ಟಾ ಹಾಗೂ ಸಿಂಧನೂರು ಉರ್ದು ಶಾಲೆಗಳಲ್ಲಿ ಶಾಲಾ ಮಕ್ಕಳ ದಾಖಲಾತಿ ಪ್ರಮಾಣ ಹೆಚ್ಚಳಕ್ಕಾಗಿ ಮನೆ ಮನೆಗೆ ಭೇಟಿ ನೀಡಿ ಪಾಲಕರ ಮನವೊಲಿಸಿ ಮಕ್ಕಳ ದಾಖಲಾತಿ ಹೆಚ್ಚಿಸಬೇಕು. ಜಿಲ್ಲೆಯ ಉರ್ದು ಶಾಲೆಗಳ ಮಕ್ಕಳಿಗೆ ಗುಣಮಟ್ಟದ ಶಿಕ್ಷಣ ನೀಡಲು ಕ್ರಮ ವಹಿಸಬೇಕು ಎಂದು ಸೂಚಿಸಿದರು. [526,523,676,836]
logo-swirl-icon [672,84,708,110]
article-5-body-col3: ಆಳಂದ: ನ.14:ತಾಲೂಕಿನ ರೈತರ ಮತ್ತು ಕೃಷಿ ಕೂಲಿ ಕಾರ್ಮಿಕರ ಬೇಡಿಕೆಗಳನ್ನು ಈಡೇರಿಸುವಂತೆ ಆಗ್ರಹಿಸಿ ಅಖಿಲ ಭಾರತ ಕಿಸಾನ್ ಸಭಾ (ಎಐಕೆಎಸ್) ವತಿಯಿಂದ ಹಮ್ಮಿಕೊಂಡಿದ್ದ ಪಾದಯಾತ್ರೆ ಹಾಗೂ ಧರಣಿ ಸತ್ಯಾಗ್ರಹವು ಅಧಿಕಾರಿಗಳ ಲಿಖಿತ ಭರವಸೆಯ ನಂತರ ತಾತ್ಕಾಲಿಕವಾಗಿ ಅಂತ್ಯಗೊಂಡಿತು. ಬುಧವಾರ ಮಾಡಿಯಾಳ ಗ್ರಾಮದಿಂದ 9 ಕಿ.ಮೀ. ಪಾದಯಾತ್ರೆಯ ಮೂಲಕ ತಹಸೀಲ್ದಾರ್ ಕಚೇರಿಗೆ ಆಗಮಿಸಿದ ರೈತರು ಧರಣಿ ನಡೆಸಿದರು. ರೈತರ ಸಾಲ ಮನ್ನಾ, ಬೆಳೆ ವಿಮೆ ಪರಿಹಾರ ಹಾಗೂ ಜಮೀನು ಹಕ್ಕುಪತ್ರ ವಿತರಣೆ ಸೇರಿದಂತೆ 25 ಕ್ಕೂ ಹೆಚ್ಚು ಬೇಡಿಕೆಗಳನ್ನು ಮುಂದಿಟ್ಟಿದ್ದರು. [1178,1613,1338,1821]
article-2-body-col1: ವಿಜಯಪುರ,ನ.14:ಮಹಿಳಾ ವಿಶ್ವವಿದ್ಯಾನಿಲಯದ ವಿದ್ಯಾರ್ಥಿನಿಯರ ಕ್ರೀಡಾ ಸಾಧನೆ ವಿಶ್ವವಿದ್ಯಾನಿಲಯಕ್ಕೆ ಹೆಮ್ಮೆಯ ಕ್ಷಣವಾಗಿದ್ದು, ಈ ಸಾಧನೆ ಮುಂದಿನ ವಿದ್ಯಾರ್ಥಿನಿಯರಿಗೆ ಪ್ರೇರಣೆಯಾಗಲಿ ಎಂದು ಮಹಿಳಾ ವಿವಿಯ ಕುಲಪತಿ ಪ್ರೊ. ವಿಜಯಾ ಕೋರಿಶೆಟ್ಟಿ ಹೇಳಿದರು. ನಗರದ ಕರ್ನಾಟಕ ರಾಜ್ಯ ಅಕ್ಕಮಹಾದೇವಿ ಮಹಿಳಾ ವಿಶ್ವವಿದ್ಯಾನಿಲಯದ ಜ್ಞಾನಶಕ್ತಿ ಆವರಣದಲ್ಲಿ ವಿದ್ಯಾರ್ಥಿ ಕಲ್ಯಾಣ ವಿಭಾಗ ಮತ್ತು ದೈಹಿಕ ಶಿಕ್ಷಣ ವಿಭಾಗದ ವತಿಯಿಂದ ಕ್ರೀಡಾ ಸಾಧಕರಿಗೆ ಸನ್ಮಾನ ಕಾರ್ಯಕ್ರಮದಲ್ಲಿ ಮಾತನಾಡಿದರು. ಇತಿಹಾಸದ ಪುಟಗಳಲ್ಲಿ ಸ್ಥಾನ ಪಡೆಯುವಂತಹ ಸಾಧನೆ ಮಾಡಿದ ವಿದ್ಯಾರ್ಥಿನಿಯರಿಗೆ ಅಭಿನಂದನೆ ಸಲ್ಲಿಸಿದರು. ನಮ್ಮ ವಿಶ್ವವಿದ್ಯಾನಿಲಯವು ಕ್ರೀಡೆಗೆ ಹೆಚ್ಚಿನ ಪ್ರೋತ್ಸಾಹ ನೀಡುತ್ತಿದ್ದು ಮುಂದಿನ ದಿನಗಳಲ್ಲಿ ಇನ್ನೂ ಹೆಚ್ಚಿನ ಸಾಧನೆ ಮಾಡಬೇಕು ಎಂದು ಹೇಳಿದರು. [870,361,1020,644]
article-1-body-col3: ರಾಯಚೂರು,ನ.14:ಜಿಲ್ಲೆಯಲ್ಲಿ ಇರುವ ಅಲ್ಪಸಂಖ್ಯಾತರ ಶಾಲೆಗಳ ಮಕ್ಕಳಿಗೆ ಮೂಲಭೂತ ಸೌಕರ್ಯಗಳನ್ನು ಒದಗಿಸುವ ಜೊತೆಗೆ ಶೈಕ್ಷಣಿಕ ಗುಣಮಟ್ಟವನ್ನು ಸುಧಾರಿಸಲು ನಿಟ್ಟಿನಲ್ಲಿ ಶಿಕ್ಷಣ ಇಲಾಖೆ ಮತ್ತು ಅಲ್ಪಸಂಖ್ಯಾತರ ಕಲ್ಯಾಣ ಇಲಾಖೆಯ ಅಧಿಕಾರಿಗಳು ಕ್ರಮ ವಹಿಸಬೇಕು ಎಂದು ಜಿಲ್ಲಾಧಿಕಾರಿಗಳು ತಿಳಿಸಿದರು. ಗುರುವಾರ ಜಿಲ್ಲಾಧಿಕಾರಿಗಳ ಸಭಾಂಗಣದಲ್ಲಿ ಜಿಲ್ಲಾ ಅಲ್ಪಸಂಖ್ಯಾತರ ಕಲ್ಯಾಣ ಇಲಾಖೆಯ ಪ್ರಧಾನ ಮಂತ್ರಿಗಳ ಹೊಸ 15 ಅಂಶಗಳ ಕಾರ್ಯಕ್ರಮ ಅನುಷ್ಠಾನದ ಜಿಲ್ಲಾಮಟ್ಟದ ಸಮಿತಿಯ ತ್ರೈಮಾಸಿಕ ಸಭೆಯ ಅಧ್ಯಕ್ಷತೆ ವಹಿಸಿ ಮಾತನಾಡಿದರು. ಜಿಲ್ಲೆಯ ಕೋಟ್ಟಾ ಹಾಗೂ ಸಿಂಧನೂರು ಉರ್ದು ಶಾಲೆಗಳಲ್ಲಿ ಶಾಲಾ ಮಕ್ಕಳ ದಾಖಲಾತಿ ಪ್ರಮಾಣ ಹೆಚ್ಚಳಕ್ಕಾಗಿ ಮನೆ ಮನೆಗೆ ಭೇಟಿ ನೀಡಿ ಪಾಲಕರ ಮನವೊಲಿಸಿ ಮಕ್ಕಳ ದಾಖಲಾತಿ ಹೆಚ್ಚಿಸಬೇಕು. ಜಿಲ್ಲೆಯ ಉರ್ದು ಶಾಲೆಗಳ ಮಕ್ಕಳಿಗೆ ಗುಣಮಟ್ಟದ ಶಿಕ್ಷಣ ನೀಡಲು ಕ್ರಮ ವಹಿಸಬೇಕು ಎಂದು ಸೂಚಿಸಿದರು. [368,523,518,836]
article-1-body-col5: ರಾಯಚೂರು,ನ.14:ಜಿಲ್ಲೆಯಲ್ಲಿ ಇರುವ ಅಲ್ಪಸಂಖ್ಯಾತರ ಶಾಲೆಗಳ ಮಕ್ಕಳಿಗೆ ಮೂಲಭೂತ ಸೌಕರ್ಯಗಳನ್ನು ಒದಗಿಸುವ ಜೊತೆಗೆ ಶೈಕ್ಷಣಿಕ ಗುಣಮಟ್ಟವನ್ನು ಸುಧಾರಿಸಲು ನಿಟ್ಟಿನಲ್ಲಿ ಶಿಕ್ಷಣ ಇಲಾಖೆ ಮತ್ತು ಅಲ್ಪಸಂಖ್ಯಾತರ ಕಲ್ಯಾಣ ಇಲಾಖೆಯ ಅಧಿಕಾರಿಗಳು ಕ್ರಮ ವಹಿಸಬೇಕು ಎಂದು ಜಿಲ್ಲಾಧಿಕಾರಿಗಳು ತಿಳಿಸಿದರು. ಗುರುವಾರ ಜಿಲ್ಲಾಧಿಕಾರಿಗಳ ಸಭಾಂಗಣದಲ್ಲಿ ಜಿಲ್ಲಾ ಅಲ್ಪಸಂಖ್ಯಾತರ ಕಲ್ಯಾಣ ಇಲಾಖೆಯ ಪ್ರಧಾನ ಮಂತ್ರಿಗಳ ಹೊಸ 15 ಅಂಶಗಳ ಕಾರ್ಯಕ್ರಮ ಅನುಷ್ಠಾನದ ಜಿಲ್ಲಾಮಟ್ಟದ ಸಮಿತಿಯ ತ್ರೈಮಾಸಿಕ ಸಭೆಯ ಅಧ್ಯಕ್ಷತೆ ವಹಿಸಿ ಮಾತನಾಡಿದರು. ಜಿಲ್ಲೆಯ ಕೋಟ್ಟಾ ಹಾಗೂ ಸಿಂಧನೂರು ಉರ್ದು ಶಾಲೆಗಳಲ್ಲಿ ಶಾಲಾ ಮಕ್ಕಳ ದಾಖಲಾತಿ ಪ್ರಮಾಣ ಹೆಚ್ಚಳಕ್ಕಾಗಿ ಮನೆ ಮನೆಗೆ ಭೇಟಿ ನೀಡಿ ಪಾಲಕರ ಮನವೊಲಿಸಿ ಮಕ್ಕಳ ದಾಖಲಾತಿ ಹೆಚ್ಚಿಸಬೇಕು. ಜಿಲ್ಲೆಯ ಉರ್ದು ಶಾಲೆಗಳ ಮಕ್ಕಳಿಗೆ ಗುಣಮಟ್ಟದ ಶಿಕ್ಷಣ ನೀಡಲು ಕ್ರಮ ವಹಿಸಬೇಕು ಎಂದು ಸೂಚಿಸಿದರು. [682,179,852,462]
article-6-body-col2: ವಿಜಯಪುರ,ನ.14:ಸರ್ಕಾರಿ ಶಾಲೆಗಳು ಮತ್ತು ಕಾಲೇಜುಗಳಲ್ಲಿ ಅರ್ಥಪೂರ್ಣವಾಗಿ ಪೋಷಕ-ಶಿಕ್ಷಕರ ಮಹಾಸಭೆಯನ್ನು ಆಯೋಜಿಸಬೇಕು ಎಂದು ಜಿಲ್ಲಾ ಪಂಚಾಯತ್ ಮುಖ್ಯ ಕಾರ್ಯನಿರ್ವಾಹಕ ಅಧಿಕಾರಿ ರಿಷಿ ಆನಂದ ಅವರು ಸೂಚನೆ ನೀಡಿದರು. ಪ್ರಸಕ್ತ ಶೈಕ್ಷಣಿಕ ಸಾಲಿನ 2025-26ನೇ ಸಾಲಿನ ಪೋಷಕ-ಶಿಕ್ಷಕರ ಮಹಾಸಭೆಯನ್ನು ಡಿಸೆಂಬರ್ ತಿಂಗಳಲ್ಲಿ ಜಿಲ್ಲೆಯ ಎಲ್ಲಾ ಸರ್ಕಾರಿ ಪ್ರಾಥಮಿಕ, ಪ್ರೌಢಶಾಲೆಗಳು ಹಾಗೂ ಪದವಿ ಪೂರ್ವ ಕಾಲೇಜುಗಳಲ್ಲಿ ಆಯೋಜಿಸಲಾಗುತ್ತಿದ್ದು, ಈ ಸಭೆಯ ಮೂಲಕ ಮಕ್ಕಳ ಕಲಿಕಾ ಪ್ರಗತಿಯ ಬಗ್ಗೆ ಪಾಲಕರಿಗೆ ಮಾಹಿತಿ ನೀಡಬೇಕು. ಶಾಲೆಗಳಲ್ಲಿ ಮಕ್ಕಳ ಹಾಜರಾತಿ ಹೆಚ್ಚಿಸಲು, ಕಲಿಕಾ ಗುಣಮಟ್ಟ ಸುಧಾರಿಸಲು ಪೋಷಕರ ಸಹಕಾರ ಅಗತ್ಯವಾಗಿದ್ದು, ಸಭೆಯಲ್ಲಿ ಪೋಷಕರ ಸಲಹೆಗಳನ್ನು ಪಡೆದು ಮುಂದಿನ ಕ್ರಮ ಕೈಗೊಳ್ಳಬೇಕು ಎಂದು ಹೇಳಿದರು. [198,1453,358,1721]
article-2-headline-line1: ವಿದ್ಯಾರ್ಥಿನಿಯರ ಕ್ರೀಡಾ ಸಾಧನೆ ವಿಶ್ವ ವಿದ್ಯಾನಿಲಯಕ್ಕೆ [939,126,1269,149]
article-3-headline: ಎತ್ತರ ಜಿಗಿತದಲ್ಲಿ ಅಕೀಲಹ್ಮದ ರಾಜ್ಯ ಮಟ್ಟಕ್ಕೆ ಆಯ್ಕೆ [941,877,1263,901]
article-4-byline: ಸಂಜೆವಾಣಿ ವಾರ್ತೆ, [62,998,131,1011]
article-2-byline: ಸಂಜೆವಾಣಿ ವಾರ್ತೆ, [872,204,941,217]
officials-meeting-photo [210,1002,676,1130]
issue-date: ಶುಕ್ರವಾರ 14 ನವೆಂಬರ್ 2025 [84,99,238,116]
article-2-body-top: ವಿಜಯಪುರ,ನ.14:ಮಹಿಳಾ ವಿಶ್ವವಿದ್ಯಾನಿಲಯದ ವಿದ್ಯಾರ್ಥಿನಿಯರ ಕ್ರೀಡಾ ಸಾಧನೆ ವಿಶ್ವವಿದ್ಯಾನಿಲಯಕ್ಕೆ ಹೆಮ್ಮೆಯ ಕ್ಷಣವಾಗಿದ್ದು, ಈ ಸಾಧನೆ ಮುಂದಿನ ವಿದ್ಯಾರ್ಥಿನಿಯರಿಗೆ ಪ್ರೇರಣೆಯಾಗಲಿ ಎಂದು ಮಹಿಳಾ ವಿವಿಯ ಕುಲಪತಿ ಪ್ರೊ. ವಿಜಯಾ ಕೋರಿಶೆಟ್ಟಿ ಹೇಳಿದರು. ನಗರದ ಕರ್ನಾಟಕ ರಾಜ್ಯ ಅಕ್ಕಮಹಾದೇವಿ ಮಹಿಳಾ ವಿಶ್ವವಿದ್ಯಾನಿಲಯದ ಜ್ಞಾನಶಕ್ತಿ ಆವರಣದಲ್ಲಿ [870,221,1020,354]
column-divider [863,128,864,1338]
article-5-body-top: ಆಳಂದ: ನ.14:ತಾಲೂಕಿನ ರೈತರ ಮತ್ತು ಕೃಷಿ ಕೂಲಿ ಕಾರ್ಮಿಕರ ಬೇಡಿಕೆಗಳನ್ನು ಈಡೇರಿಸುವಂತೆ ಆಗ್ರಹಿಸಿ ಅಖಿಲ ಭಾರತ ಕಿಸಾನ್ ಸಭಾ (ಎಐಕೆಎಸ್) ವತಿಯಿಂದ ಹಮ್ಮಿಕೊಂಡಿದ್ದ ಪಾದಯಾತ್ರೆ ಹಾಗೂ ಧರಣಿ ಸತ್ಯಾಗ್ರಹವು ಅಧಿಕಾರಿಗಳ ಲಿಖಿತ ಭರವಸೆಯ ನಂತರ ತಾತ್ಕಾಲಿಕವಾಗಿ ಅಂತ್ಯಗೊಂಡಿತು. ಬುಧವಾರ ಮಾಡಿಯಾಳ ಗ್ರಾಮದಿಂದ 9 ಕಿ.ಮೀ. ಪಾದಯಾತ್ರೆಯ ಮೂಲಕ ತಹಸೀಲ್ದಾರ್ ಕಚೇರಿಗೆ ಆಗಮಿಸಿದ ರೈತರು ಧರಣಿ ನಡೆಸಿದರು. ರೈತರ ಸಾಲ ಮನ್ನಾ, ಬೆಳೆ ವಿಮೆ ಪರಿಹಾರ [866,1429,1014,1607]
